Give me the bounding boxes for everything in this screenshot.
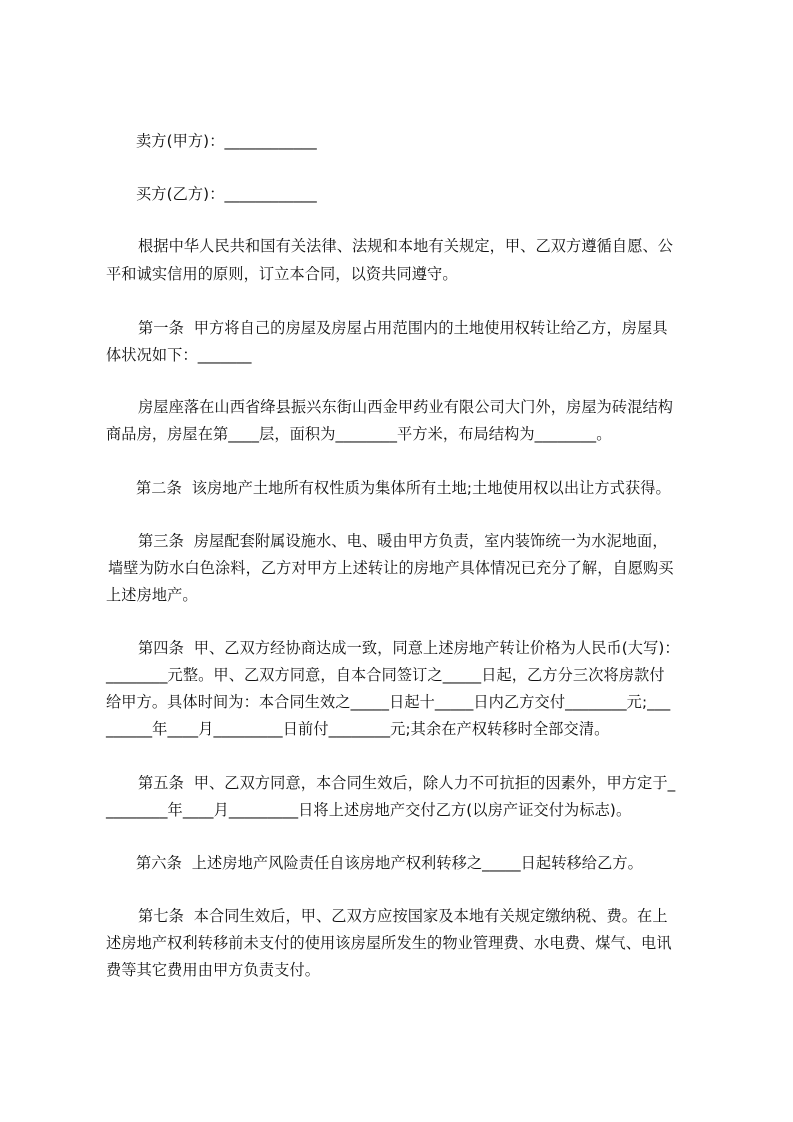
article-7-line-1: 第七条 本合同生效后，甲、乙双方应按国家及本地有关规定缴纳税、费。在上 — [138, 907, 668, 925]
property-location-line-2: 商品房，房屋在第____层，面积为________平方米，布局结构为________。 — [106, 425, 612, 443]
article-3-line-2: 墙壁为防水白色涂料，乙方对甲方上述转让的房地产具体情况已充分了解，自愿购买 — [108, 559, 674, 577]
article-4-line-1: 第四条 甲、乙双方经协商达成一致，同意上述房地产转让价格为人民币(大写)： — [138, 639, 680, 657]
article-3-line-1: 第三条 房屋配套附属设施水、电、暖由甲方负责，室内装饰统一为水泥地面， — [138, 532, 668, 550]
buyer-party-line: 买方(乙方)：____________ — [136, 185, 317, 203]
article-2-line-1: 第二条 该房地产土地所有权性质为集体所有土地;土地使用权以出让方式获得。 — [136, 479, 671, 497]
preamble-line-2: 平和诚实信用的原则，订立本合同，以资共同遵守。 — [106, 265, 458, 283]
article-5-line-2: ________年____月_________日将上述房地产交付乙方(以房产证交付为标志)。 — [106, 801, 632, 819]
article-6-line-1: 第六条 上述房地产风险责任自该房地产权利转移之_____日起转移给乙方。 — [136, 854, 643, 872]
preamble-line-1: 根据中华人民共和国有关法律、法规和本地有关规定，甲、乙双方遵循自愿、公 — [138, 237, 674, 255]
article-5-line-1: 第五条 甲、乙双方同意，本合同生效后，除人力不可抗拒的因素外，甲方定于_ — [138, 774, 676, 792]
article-4-line-3: 给甲方。具体时间为：本合同生效之_____日起十_____日内乙方交付________元;___ — [106, 693, 671, 711]
seller-party-line: 卖方(甲方)：____________ — [136, 132, 317, 150]
article-7-line-3: 费等其它费用由甲方负责支付。 — [106, 961, 321, 979]
article-1-line-2: 体状况如下：_______ — [106, 346, 252, 364]
article-4-line-2: ________元整。甲、乙双方同意，自本合同签订之_____日起，乙方分三次将房款付 — [106, 666, 665, 684]
article-3-line-3: 上述房地产。 — [106, 586, 198, 604]
article-4-line-4: ______年____月_________日前付________元;其余在产权转移时全部交清。 — [106, 720, 610, 738]
article-7-line-2: 述房地产权利转移前未支付的使用该房屋所发生的物业管理费、水电费、煤气、电讯 — [106, 934, 672, 952]
article-1-line-1: 第一条 甲方将自己的房屋及房屋占用范围内的土地使用权转让给乙方，房屋具 — [138, 319, 668, 337]
property-location-line-1: 房屋座落在山西省绛县振兴东街山西金甲药业有限公司大门外，房屋为砖混结构 — [138, 398, 674, 416]
